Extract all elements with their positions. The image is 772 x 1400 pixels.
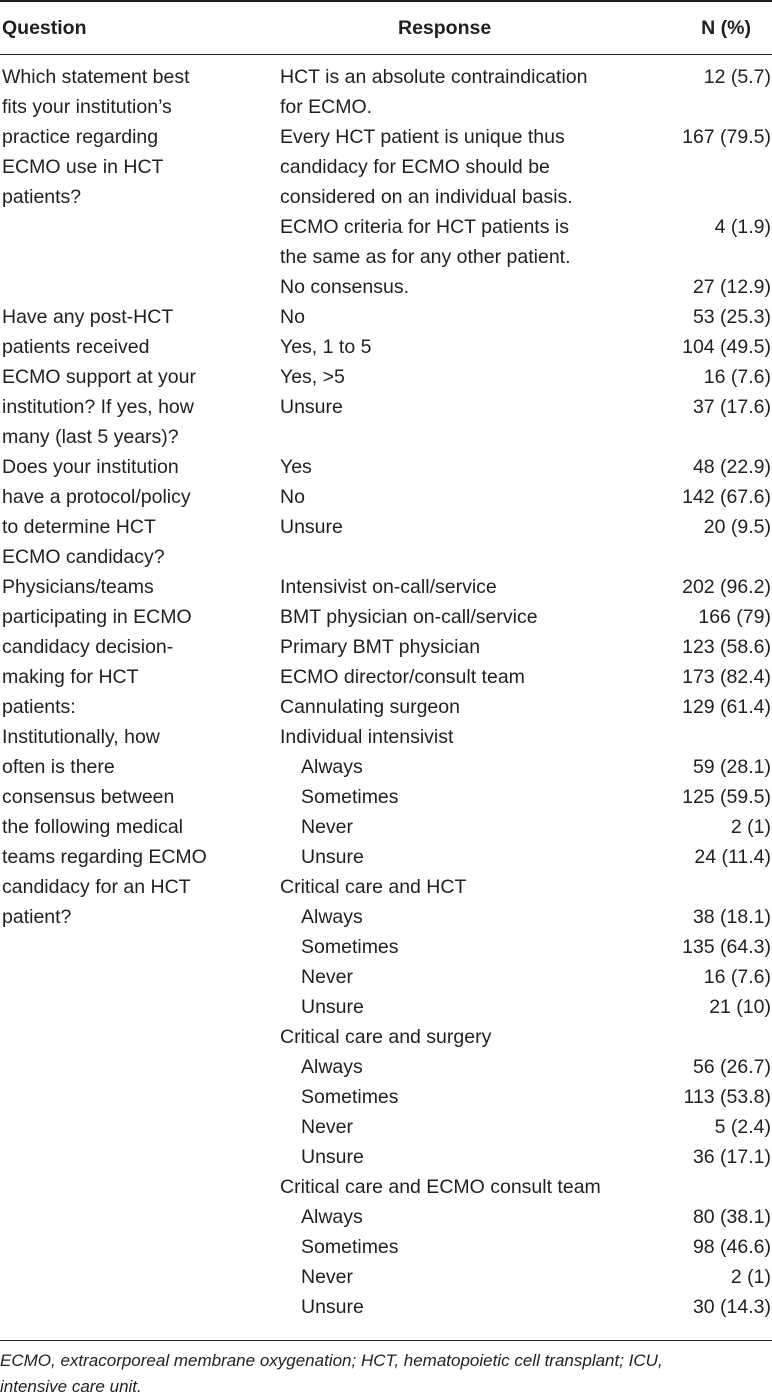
question-cell: ECMO support at your bbox=[2, 366, 196, 388]
n-percent-cell: 37 (17.6) bbox=[692, 396, 771, 418]
question-cell: to determine HCT bbox=[2, 516, 156, 538]
response-subgroup-label: Critical care and surgery bbox=[280, 1026, 492, 1048]
question-cell: teams regarding ECMO bbox=[2, 846, 207, 868]
question-cell: Does your institution bbox=[2, 456, 179, 478]
response-cell: HCT is an absolute contraindication bbox=[280, 66, 588, 88]
question-cell: often is there bbox=[2, 756, 115, 778]
n-percent-cell: 167 (79.5) bbox=[682, 126, 771, 148]
response-cell: candidacy for ECMO should be bbox=[280, 156, 550, 178]
response-cell-indented: Unsure bbox=[301, 1296, 364, 1318]
n-percent-cell: 135 (64.3) bbox=[682, 936, 771, 958]
table-bottom-rule bbox=[0, 1340, 772, 1341]
column-header-n-percent: N (%) bbox=[701, 17, 751, 39]
response-cell: for ECMO. bbox=[280, 96, 373, 118]
n-percent-cell: 2 (1) bbox=[730, 1266, 771, 1288]
response-cell-indented: Never bbox=[301, 966, 354, 988]
question-cell: fits your institution’s bbox=[2, 96, 172, 118]
response-cell: ECMO director/consult team bbox=[280, 666, 525, 688]
n-percent-cell: 53 (25.3) bbox=[692, 306, 771, 328]
n-percent-cell: 98 (46.6) bbox=[692, 1236, 771, 1258]
question-cell: institution? If yes, how bbox=[2, 396, 194, 418]
n-percent-cell: 59 (28.1) bbox=[692, 756, 771, 778]
response-cell: Yes, >5 bbox=[280, 366, 345, 388]
question-cell: consensus between bbox=[2, 786, 175, 808]
question-cell: ECMO use in HCT bbox=[2, 156, 164, 178]
question-cell: making for HCT bbox=[2, 666, 139, 688]
n-percent-cell: 113 (53.8) bbox=[683, 1086, 771, 1108]
question-cell: Institutionally, how bbox=[2, 726, 160, 748]
response-subgroup-label: Critical care and ECMO consult team bbox=[280, 1176, 601, 1198]
table-top-rule bbox=[0, 0, 772, 2]
response-cell-indented: Always bbox=[301, 756, 363, 778]
question-cell: participating in ECMO bbox=[2, 606, 192, 628]
footnote-line: intensive care unit. bbox=[0, 1377, 142, 1396]
response-cell-indented: Always bbox=[301, 1056, 363, 1078]
response-cell: Every HCT patient is unique thus bbox=[280, 126, 565, 148]
response-cell: No bbox=[280, 486, 305, 508]
question-cell: have a protocol/policy bbox=[2, 486, 191, 508]
response-cell: considered on an individual basis. bbox=[280, 186, 573, 208]
n-percent-cell: 202 (96.2) bbox=[682, 576, 771, 598]
question-cell: practice regarding bbox=[2, 126, 159, 148]
response-cell: No bbox=[280, 306, 305, 328]
response-cell-indented: Never bbox=[301, 1266, 354, 1288]
column-header-response: Response bbox=[398, 17, 492, 39]
response-cell-indented: Unsure bbox=[301, 996, 364, 1018]
n-percent-cell: 27 (12.9) bbox=[692, 276, 771, 298]
n-percent-cell: 166 (79) bbox=[698, 606, 771, 628]
n-percent-cell: 173 (82.4) bbox=[682, 666, 771, 688]
question-cell: patients: bbox=[2, 696, 76, 718]
response-cell: Cannulating surgeon bbox=[280, 696, 460, 718]
n-percent-cell: 80 (38.1) bbox=[692, 1206, 771, 1228]
response-subgroup-label: Critical care and HCT bbox=[280, 876, 467, 898]
response-cell-indented: Unsure bbox=[301, 1146, 364, 1168]
n-percent-cell: 4 (1.9) bbox=[714, 216, 771, 238]
question-cell: the following medical bbox=[2, 816, 184, 838]
n-percent-cell: 16 (7.6) bbox=[703, 366, 771, 388]
n-percent-cell: 142 (67.6) bbox=[682, 486, 771, 508]
response-cell: Intensivist on-call/service bbox=[280, 576, 497, 598]
question-cell: candidacy for an HCT bbox=[2, 876, 191, 898]
question-cell: Physicians/teams bbox=[2, 576, 154, 598]
response-cell-indented: Sometimes bbox=[301, 936, 399, 958]
header-bottom-rule bbox=[0, 54, 772, 55]
response-cell: Yes bbox=[280, 456, 312, 478]
n-percent-cell: 21 (10) bbox=[709, 996, 771, 1018]
response-cell: ECMO criteria for HCT patients is bbox=[280, 216, 569, 238]
n-percent-cell: 24 (11.4) bbox=[694, 846, 771, 868]
column-header-question: Question bbox=[2, 17, 87, 39]
n-percent-cell: 16 (7.6) bbox=[703, 966, 771, 988]
question-cell: many (last 5 years)? bbox=[2, 426, 179, 448]
question-cell: Which statement best bbox=[2, 66, 190, 88]
table-footnote bbox=[0, 1348, 772, 1400]
question-cell: patients received bbox=[2, 336, 150, 358]
response-cell-indented: Sometimes bbox=[301, 1086, 399, 1108]
question-cell: patients? bbox=[2, 186, 82, 208]
response-cell-indented: Always bbox=[301, 906, 363, 928]
n-percent-cell: 129 (61.4) bbox=[682, 696, 771, 718]
response-cell-indented: Never bbox=[301, 816, 354, 838]
n-percent-cell: 56 (26.7) bbox=[692, 1056, 771, 1078]
n-percent-cell: 123 (58.6) bbox=[682, 636, 771, 658]
response-cell-indented: Sometimes bbox=[301, 786, 399, 808]
n-percent-cell: 20 (9.5) bbox=[703, 516, 771, 538]
n-percent-cell: 30 (14.3) bbox=[692, 1296, 771, 1318]
n-percent-cell: 48 (22.9) bbox=[692, 456, 771, 478]
n-percent-cell: 38 (18.1) bbox=[692, 906, 771, 928]
response-cell-indented: Never bbox=[301, 1116, 354, 1138]
question-cell: patient? bbox=[2, 906, 72, 928]
response-subgroup-label: Individual intensivist bbox=[280, 726, 454, 748]
question-cell: ECMO candidacy? bbox=[2, 546, 165, 568]
question-cell: Have any post-HCT bbox=[2, 306, 174, 328]
n-percent-cell: 12 (5.7) bbox=[703, 66, 771, 88]
response-cell-indented: Unsure bbox=[301, 846, 364, 868]
response-cell: Yes, 1 to 5 bbox=[280, 336, 372, 358]
response-cell: the same as for any other patient. bbox=[280, 246, 571, 268]
response-cell: BMT physician on-call/service bbox=[280, 606, 538, 628]
question-cell: candidacy decision- bbox=[2, 636, 174, 658]
response-cell-indented: Sometimes bbox=[301, 1236, 399, 1258]
response-cell-indented: Always bbox=[301, 1206, 363, 1228]
n-percent-cell: 104 (49.5) bbox=[682, 336, 771, 358]
footnote-line: ECMO, extracorporeal membrane oxygenation; HCT, hematopoietic cell transplant; ICU, bbox=[0, 1351, 663, 1370]
n-percent-cell: 2 (1) bbox=[730, 816, 771, 838]
response-cell: Unsure bbox=[280, 516, 343, 538]
n-percent-cell: 36 (17.1) bbox=[692, 1146, 771, 1168]
response-cell: Primary BMT physician bbox=[280, 636, 481, 658]
response-cell: No consensus. bbox=[280, 276, 409, 298]
n-percent-cell: 5 (2.4) bbox=[714, 1116, 771, 1138]
response-cell: Unsure bbox=[280, 396, 343, 418]
n-percent-cell: 125 (59.5) bbox=[682, 786, 771, 808]
